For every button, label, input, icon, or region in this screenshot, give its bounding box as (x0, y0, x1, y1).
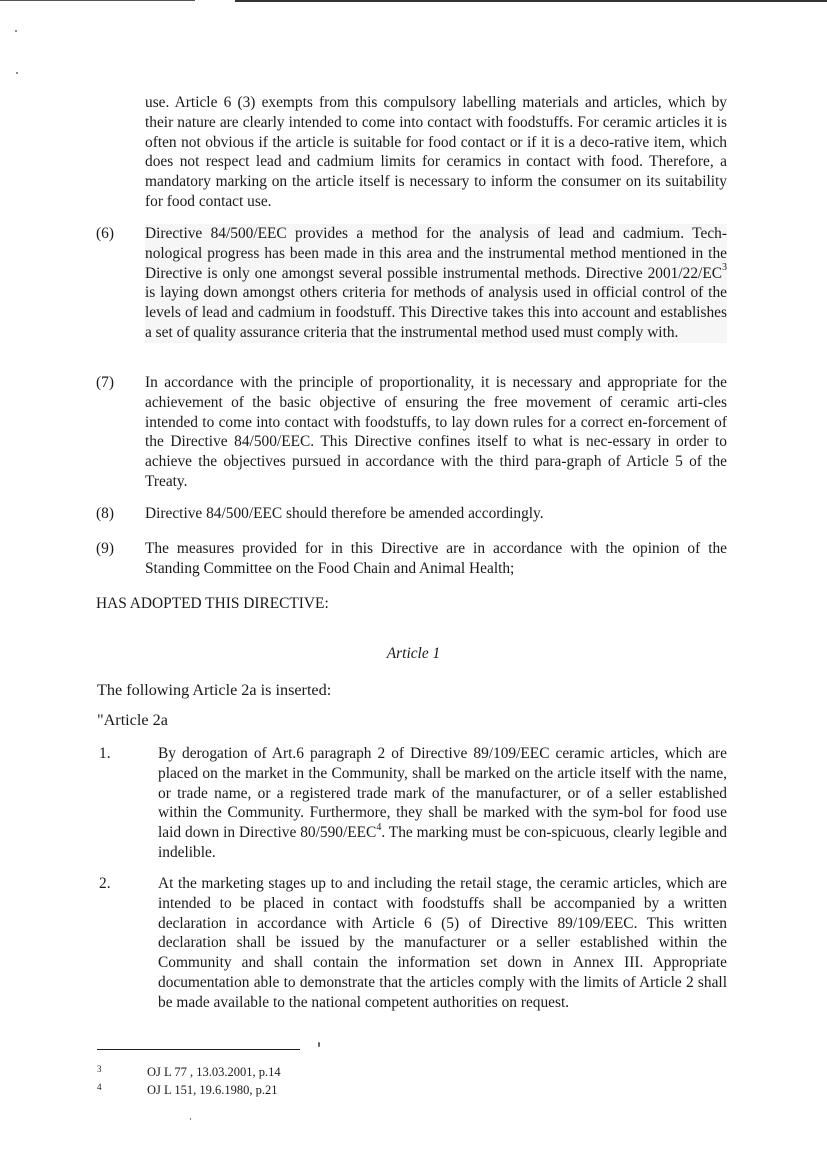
footnote-text: OJ L 151, 19.6.1980, p.21 (147, 1083, 278, 1097)
item-text-part: . The marking must be con-spicuous, clearly legible and indelible. (158, 824, 727, 861)
adoption-heading: HAS ADOPTED THIS DIRECTIVE: (96, 595, 329, 612)
footnote-text: OJ L 77 , 13.03.2001, p.14 (147, 1065, 281, 1079)
continuation-paragraph: use. Article 6 (3) exempts from this compulsory labelling materials and articles, which by their nature are clearly intended to come into contact with foodstuffs. For ceramic articles it is often not obvious if the article is suitable for food contact or if it is a deco-rative item, which does not respect lead and cadmium limits for ceramics in contact with food. Therefore, a mandatory marking on the article itself is necessary to inform the consumer on its suitability for food contact use. (145, 94, 727, 210)
recital-number: (8) (96, 505, 114, 522)
scan-border-left (0, 0, 195, 1)
recital-text (145, 224, 727, 343)
recital-number: (9) (96, 540, 114, 557)
scan-speck (16, 72, 18, 74)
item-number: 1. (99, 745, 111, 762)
recital-text: In accordance with the principle of proportionality, it is necessary and appropriate for the achievement of the basic objective of ensuring the free movement of ceramic arti-cles intended to come into contact with foodstuffs, to lay down rules for a correct en-forcement of the Directive 84/500/EEC. This Directive confines itself to what is nec-essary in order to achieve the objectives pursued in accordance with the third para-graph of Article 5 of the Treaty. (145, 374, 727, 490)
recital-text: Directive 84/500/EEC should therefore be amended accordingly. (145, 505, 544, 522)
item-text-part: By derogation of Art.6 paragraph 2 of Directive 89/109/EEC ceramic articles, which are placed on the market in the Community, shall be marked on the article itself with the name, or trade name, or a registered trade mark of the manufacturer, or of a seller established within the Community. Furthermore, they shall be marked with the sym-bol for food use laid down in Directive 80/590/EEC (158, 745, 727, 842)
article-title: Article 1 (386, 645, 441, 662)
footnote-number: 3 (97, 1064, 102, 1074)
recital-number: (7) (96, 374, 114, 391)
scan-border-right (235, 0, 827, 2)
recital-text-part: Directive 84/500/EEC provides a method for the analysis of lead and cadmium. Tech-nological progress has been made in this area and the instrumental method mentioned in the Directive is only one amongst several possible instrumental methods. Directive 2001/22/EC (145, 225, 727, 282)
footnote-ref-3: 3 (722, 262, 727, 274)
scan-speck (318, 1042, 320, 1047)
footnote-ref-4: 4 (376, 822, 382, 834)
recital-number: (6) (96, 225, 114, 242)
item-number: 2. (99, 875, 111, 892)
insert-line: The following Article 2a is inserted: (97, 681, 332, 699)
scan-speck (190, 1118, 191, 1120)
scan-speck (15, 30, 17, 32)
footnote-number: 4 (97, 1082, 102, 1092)
item-text (158, 744, 727, 863)
footnote-separator (97, 1049, 300, 1050)
article-2a-label: "Article 2a (97, 711, 168, 729)
recital-text: The measures provided for in this Directive are in accordance with the opinion of the Standing Committee on the Food Chain and Animal Health; (145, 540, 727, 577)
item-text: At the marketing stages up to and including the retail stage, the ceramic articles, which are intended to be placed in contact with foodstuffs shall be accompanied by a written declaration in accordance with Article 6 (5) of Directive 89/109/EEC. This written declaration shall be issued by the manufacturer or a seller established within the Community and shall contain the information set down in Annex III. Appropriate documentation able to demonstrate that the articles comply with the limits of Article 2 shall be made available to the national competent authorities on request. (158, 875, 727, 1011)
recital-text-part: is laying down amongst others criteria for methods of analysis used in official control of the levels of lead and cadmium in foodstuff. This Directive takes this into account and establishes a set of quality assurance criteria that the instrumental method used must comply with. (145, 284, 727, 341)
